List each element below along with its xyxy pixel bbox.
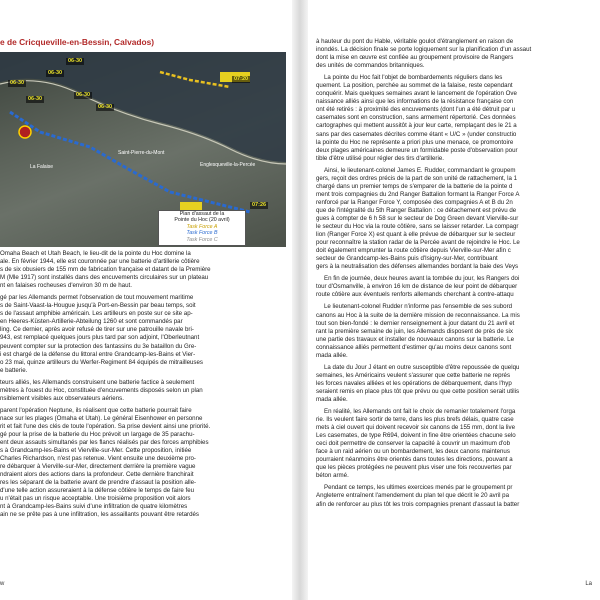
section-heading: e de Cricqueville-en-Bessin, Calvados) — [0, 37, 155, 47]
text-line: La date du Jour J étant en outre susceptible d'être repoussée de quelqu — [324, 363, 520, 371]
text-line: En réalité, les Allemands ont fait le choix de remanier totalement l'orga — [324, 408, 516, 416]
text-line: Omaha Beach et Utah Beach, le lieu-dit de la pointe du Hoc domine la — [0, 250, 191, 257]
text-line: à hauteur du pont du Hable, véritable goulot d'étranglement en raison de — [316, 38, 514, 45]
time-callout: 06-30 — [48, 70, 63, 76]
text-line: Ainsi, le lieutenant-colonel James E. Rudder, commandant le groupem — [324, 166, 516, 174]
text-line: une partie des travaux et installer de nouveaux canons sur la batterie. Le — [316, 335, 514, 343]
text-line: ain ne se prête pas à une infiltration, les assaillants pouvant être retardés — [0, 511, 200, 519]
text-line: Charles Richardson, n'est pas retenue. Vient ensuite une deuxième pro- — [0, 455, 196, 463]
text-line: parent l'opération Neptune, ils réalisent que cette batterie pourrait faire — [0, 406, 192, 414]
text-line: Le lieutenant-colonel Rudder n'informe pas l'ensemble de ses subord — [324, 303, 513, 311]
text-line: nt en falaises rocheuses d'environ 30 m de haut. — [0, 282, 132, 290]
text-line: Pendant ce temps, les ultimes exercices menés par le groupement pr — [324, 484, 513, 492]
text-line: chargé dans un premier temps de s'emparer de la batterie de la pointe d — [316, 182, 513, 190]
time-callout: 07:26 — [252, 202, 267, 208]
text-line: ling. Ce dernier, après avoir refusé de tirer sur une patrouille navale bri- — [0, 326, 194, 334]
text-line: seraient remis en place plus tôt que prévu ou que cette position serait utilis — [316, 387, 520, 395]
place-label: Englesqueville-la-Percée — [200, 162, 256, 168]
text-line: que de l'intégralité du 5th Ranger Battalion : ce détachement est prévu de — [316, 206, 517, 214]
legend-task-force-a: Task Force A — [186, 223, 218, 230]
place-label: La Falaise — [30, 164, 54, 170]
text-line: renforcé par la Ranger Force Y, composée des compagnies A et B du 2n — [316, 198, 513, 206]
right-page — [308, 0, 600, 600]
text-line: béton armé. — [316, 472, 349, 480]
time-callout: 06-30 — [68, 58, 83, 64]
text-line: s de six obusiers de 155 mm de fabrication française et datant de la Première — [0, 266, 211, 274]
text-line: gé pour la prise de la batterie du Hoc prévoit un largage de 35 parachu- — [0, 430, 195, 438]
text-line: Les casemates, de type R694, doivent in fine être orientées chacune selo — [316, 432, 516, 440]
text-line: ment trois compagnies du 2nd Ranger Battalion formant la Ranger Force A — [316, 190, 520, 198]
text-line: pour reconnaître la station radar de la Percée avant de rejoindre le Hoc. Le — [316, 239, 520, 247]
time-callout: 06-30 — [10, 80, 25, 86]
legend-task-force-b: Task Force B — [186, 230, 218, 237]
time-callout: 07:20 — [234, 76, 249, 82]
text-line: mada allée. — [316, 351, 348, 359]
text-line: tout son bien-fondé : le dernier renseignement à jour datant du 21 avril et — [316, 319, 515, 327]
text-line: doit également emprunter la route côtière depuis Vierville-sur-Mer afin c — [316, 247, 511, 255]
text-line: rie. Ils veulent faire sortir de terre, dans les plus brefs délais, quatre case — [316, 416, 514, 424]
text-line: route côtière aux éventuels renforts allemands cherchant à contre-attaqu — [316, 291, 514, 299]
text-line: s à Grandcamp-les-Bains et Vierville-sur-Mer. Cette proposition, initiée — [0, 447, 192, 455]
legend-task-force-c: Task Force C — [186, 236, 218, 243]
text-line: tour d'Osmanville, à environ 16 km de distance de leur point de débarquer — [316, 283, 518, 291]
text-line: mets à ciel ouvert qui doivent recevoir six canons de 155 mm, dont la live — [316, 424, 515, 432]
text-line: Angleterre entraînent l'amendement du plan tel que décrit le 20 avril pa — [316, 492, 510, 500]
text-line: s de l'assaut amphibie américain. Les artilleurs en poste sur ce site ap- — [0, 310, 193, 318]
legend-title: Plan d'assaut de la — [179, 211, 225, 217]
text-line: inondés. La décision finale se porte logiquement sur la planification d'un assaut — [316, 46, 532, 54]
text-line: quement. La position, perchée au sommet de la falaise, reste cependant — [316, 82, 513, 90]
text-line: e batterie. — [0, 366, 28, 374]
text-line: La pointe du Hoc fait l'objet de bombardements réguliers dans les — [324, 74, 503, 82]
text-line: en Heeres-Küsten-Artillerie-Abteilung 1260 et sont commandés par — [0, 318, 183, 326]
text-line: i est chargé de la défense du littoral entre Grandcamp-les-Bains et Vier- — [0, 350, 196, 358]
objective-marker — [19, 126, 31, 138]
text-line: En fin de journée, deux heures avant la tombée du jour, les Rangers doi — [324, 275, 520, 283]
text-line: secteur de Grandcamp-les-Bains puis d'Isigny-sur-Mer, contribuant — [316, 255, 498, 263]
map-legend — [158, 210, 246, 246]
text-line: afin de renforcer au plus tôt les trois compagnies prenant d'assaut la batter — [316, 500, 520, 508]
text-line: face à un raid aérien ou un bombardement, les deux canons maintenus — [316, 448, 510, 456]
text-line: la pointe du Hoc ne représente a priori plus une menace, ce promontoire — [316, 138, 514, 146]
sea-area — [0, 52, 286, 162]
text-line: gé par les Allemands permet l'observation de tout mouvement maritime — [0, 294, 194, 302]
text-line: gers, reçoit des ordres précis de la part de son unité de rattachement, la 1 — [316, 174, 518, 182]
text-line: que les pièces protégées ne peuvent plus viser une fois recouvertes par — [316, 464, 512, 472]
left-page — [0, 0, 292, 600]
text-line: cartographes qui mettent aussitôt à jour leur carte, remplaçant des le 21 a — [316, 122, 517, 130]
time-callout: 06-30 — [28, 96, 43, 102]
text-line: canons au Hoc à la suite de la dernière mission de reconnaissance. La mis — [316, 311, 520, 319]
text-line: teurs alliés, les Allemands construisent une batterie factice à seulement — [0, 378, 195, 386]
text-line: connaissance alliés permettent d'estimer qu'au moins deux canons sont — [316, 343, 512, 351]
text-line: gues à compter de 6 h 58 sur le secteur de Dog Green devant Vierville-sur — [316, 214, 519, 222]
text-line: semaines, les Américains veulent s'assurer que cette batterie ne représ — [316, 371, 511, 379]
right-body-text — [316, 38, 600, 509]
legend-title: Pointe du Hoc (20 avril) — [174, 217, 230, 224]
text-line: ndraient alors des actions dans la profondeur. Cette dernière franchirait — [0, 471, 194, 479]
text-line: nsiblement visibles aux observateurs aériens. — [0, 394, 124, 402]
place-label: Saint-Pierre-du-Mont — [118, 150, 165, 156]
text-line: sans par des casemates décrites comme étant « U/C » (under constructio — [316, 130, 517, 138]
time-callout: 06-30 — [98, 104, 113, 110]
page-folio: w — [0, 581, 5, 587]
text-line: ale. En février 1944, elle est couronnée par une batterie d'artillerie côtière — [0, 258, 200, 266]
text-line: naissance alliés ainsi que les informations de la résistance française con — [316, 98, 514, 106]
text-line: nace sur les plages (Omaha et Utah). Le général Eisenhower en personne — [0, 414, 203, 422]
text-line: rant la première semaine de juin, les Allemands disposent de près de six — [316, 327, 513, 335]
text-line: lion (Ranger Force X) est quant à elle prévue de débarquer sur le secteur — [316, 231, 516, 239]
text-line: mètres à l'ouest du Hoc, constituée d'encuvements disposés selon un plan — [0, 386, 203, 394]
text-line: ont été retirés : à proximité des encuvements (dont l'un a été détruit par u — [316, 106, 516, 114]
text-line: rit et fait l'une des clés de toute l'opération. Sa prise devient ainsi une priorité. — [0, 422, 211, 430]
left-body-text — [0, 250, 286, 520]
text-line: s de Saint-Vaast-la-Hougue jusqu'à Port-en-Bessin par beau temps, soit — [0, 302, 196, 310]
text-line: des unités de commandos britanniques. — [316, 62, 425, 70]
text-line: deux plages américaines demeure un formidable poste d'observation pour — [316, 146, 518, 154]
text-line: nt à Grandcamp-les-Bains suivi d'une infiltration de quatre kilomètres — [0, 503, 188, 511]
text-line: pourraient néanmoins être orientés dans toutes les directions, pouvant a — [316, 456, 513, 464]
text-line: gers à la neutralisation des défenses allemandes bordant la baie des Veys — [316, 263, 519, 271]
text-line: re débarquer à Vierville-sur-Mer, directement derrière la première vague — [0, 463, 196, 471]
assault-map — [0, 52, 286, 247]
book-gutter — [292, 0, 308, 600]
text-line: d'une telle action assureraient à la défense côtière le temps de faire feu — [0, 487, 195, 495]
text-line: u n'était pas un risque acceptable. Une troisième proposition voit alors — [0, 495, 191, 503]
text-line: casemates sont en construction, sans armement répertorié. Ces données — [316, 114, 516, 122]
time-callout: 06-30 — [76, 92, 91, 98]
text-line: tible d'être utilisé pour régler des tirs d'artillerie. — [316, 154, 444, 162]
text-line: o 23 mai, quinze artilleurs du Werfer-Regiment 84 équipés de mitrailleuses — [0, 358, 203, 366]
text-line: 943, est remplacé quelques jours plus tard par son adjoint, l'Oberleutnant — [0, 334, 200, 342]
text-line: les forces navales alliées et les opérations de débarquement, dans l'hyp — [316, 379, 512, 387]
text-line: conquérir. Mais quelques semaines avant le lancement de l'opération Ove — [316, 90, 517, 98]
text-line: ent deux assauts simultanés par les flancs réalisés par des forces amphibies — [0, 439, 209, 447]
text-line: mada allée. — [316, 395, 348, 403]
text-line: le secteur du Hoc via la route côtière, sans se laisser retarder. La compagr — [316, 223, 519, 231]
page-folio: La — [585, 581, 592, 587]
text-line: peuvent compter sur la protection des fantassins du 3e bataillon du Gre- — [0, 342, 197, 350]
text-line: dont la mise en œuvre est confiée au groupement provisoire de Rangers — [316, 54, 514, 62]
text-line: M (Mle 1917) sont installés dans des encuvements circulaires sur un plateau — [0, 274, 209, 282]
unit-marker — [180, 202, 202, 210]
text-line: ceci doit permettre de conserver la capacité à couvrir un maximum d'ob — [316, 440, 511, 448]
text-line: res les séparant de la batterie avant de prendre d'assaut la position alle- — [0, 479, 197, 487]
